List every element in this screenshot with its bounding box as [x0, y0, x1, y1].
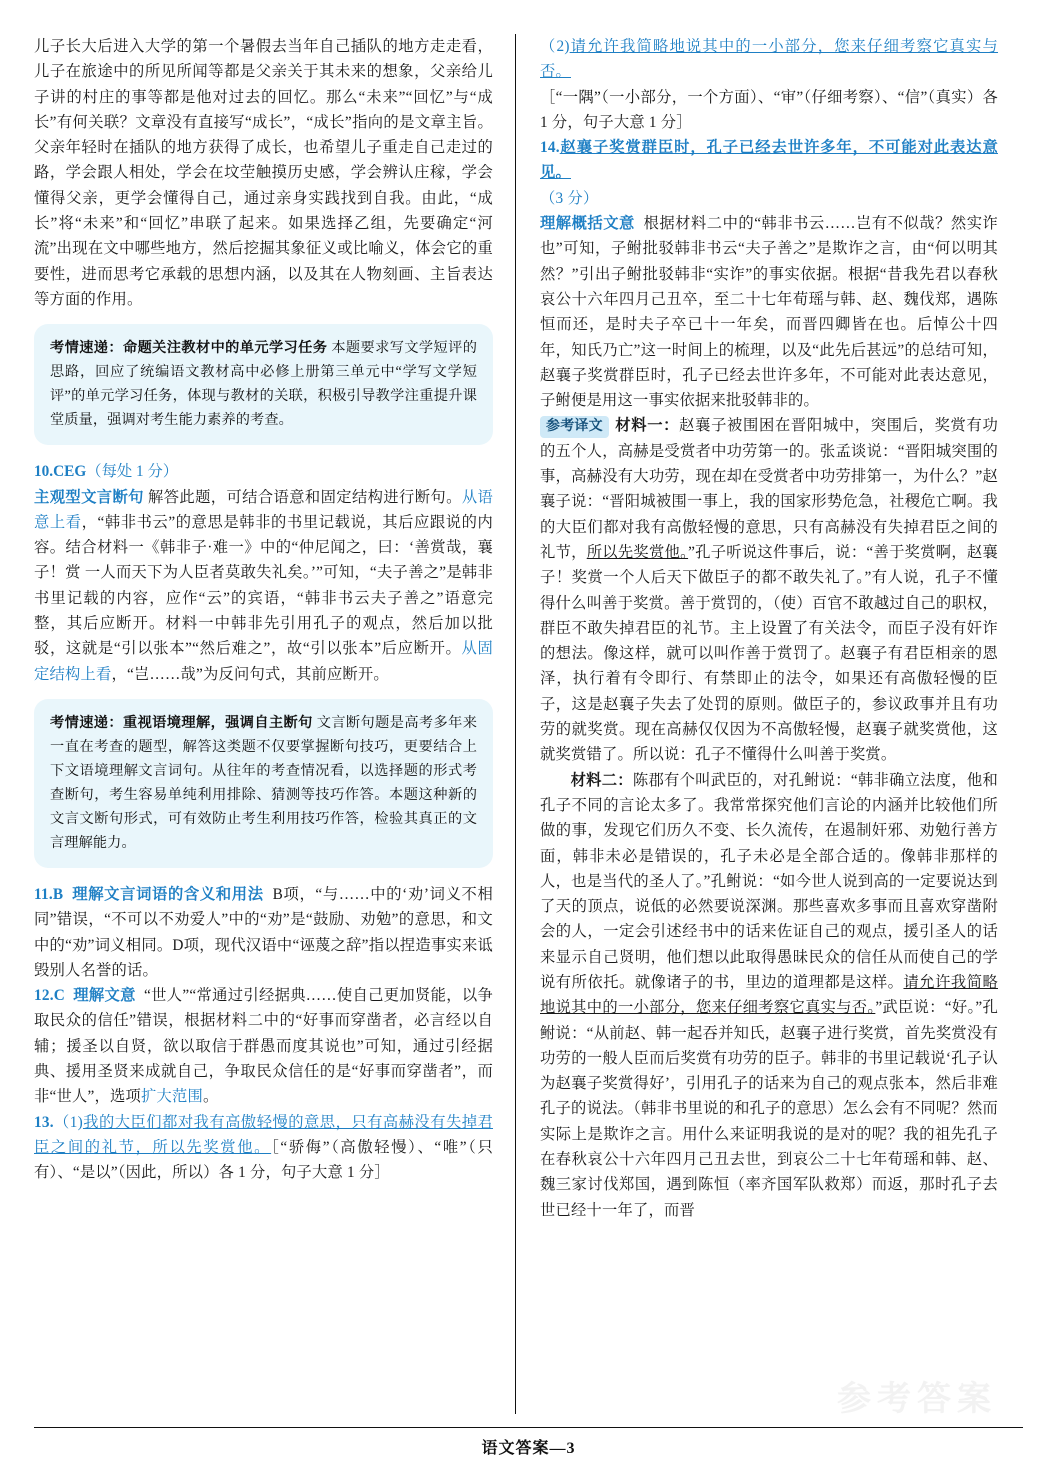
- material-1-text-1: 赵襄子被围困在晋阳城中，突围后，奖赏有功的五个人，高赫是受赏者中功劳第一的。张孟谈说：“晋阳城突围的事，高赫没有大功劳，现在却在受赏者中功劳排第一，为什么？”赵襄子说：“晋阳城被围一事上，我的国家形势危急，社稷危亡啊。我的大臣们都对我有高傲轻慢的意思，只有高赫没有失掉君臣之间的礼节，: [540, 417, 998, 561]
- sub-item-label: （1): [53, 1113, 83, 1131]
- item-number: 12.: [34, 987, 54, 1005]
- answer-item-11: [34, 882, 493, 983]
- right-column: [516, 34, 998, 1414]
- explanation-text-1: 解答此题，可结合语意和固定结构进行断句。: [148, 488, 462, 506]
- left-column: [34, 34, 516, 1414]
- item-score-note: （3 分）: [540, 189, 599, 207]
- item-number: 11.: [34, 885, 53, 903]
- explanation-text-3: ，“岂……哉”为反问句式，其前应断开。: [111, 665, 389, 683]
- knowledge-tag-11: 理解文言词语的含义和用法: [72, 885, 264, 903]
- tip-title: 考情速递：命题关注教材中的单元学习任务: [50, 340, 328, 357]
- material-1-underlined: 所以先奖赏他。: [586, 543, 689, 561]
- tip-body: 文言断句题是高考多年来一直在考查的题型，解答这类题不仅要掌握断句技巧，更要结合上下文语境理解文言词句。从往年的考查情况看，以选择题的形式考查断句，考生容易单纯利用排除、猜测等技巧作答。本题这种新的文言文断句形式，可有效防止考生利用技巧作答，检验其真正的文言理解能力。: [50, 714, 477, 851]
- knowledge-tag-10: 主观型文言断句: [34, 488, 144, 506]
- material-2-text-1: 陈郡有个叫武臣的，对孔鲋说：“韩非确立法度，他和孔子不同的言论太多了。我常常探究他们言论的内涵并比较他们所做的事，发现它们历久不变、长久流传，在遏制奸邪、劝勉行善方面，韩非未必是错误的，孔子未必是全部合适的。像韩非那样的人，也是当代的圣人了。”孔鲋说：“如今世人说到高的一定要说达到了天的顶点，说低的必然要说深渊。那些喜欢多事而且喜欢穿凿附会的人，一定会引述经书中的话来佐证自己的观点，援引圣人的话来显示自己贤明，他们想以此取得愚昧民众的信任从而使自己的学说有所依托。就像诸子的书，里边的道理都是这样。: [540, 771, 998, 991]
- reference-translation-section: [540, 413, 998, 1223]
- answer-item-13-part1: [34, 1110, 493, 1186]
- explanation-link-2: 从固定结构上看: [34, 640, 493, 683]
- scoring-note: ［“骄侮”（高傲轻慢）、“唯”（只有）、“是以”（因此，所以）各 1 分，句子大意 1 分］: [34, 1138, 493, 1182]
- answer-item-13-part2: [540, 34, 998, 135]
- item-answer: C: [53, 987, 65, 1005]
- answer-item-10: [34, 459, 493, 484]
- answer-10-explanation: [34, 485, 493, 687]
- explanation-link-1: 从语意上看: [34, 488, 493, 531]
- item-answer: CEG: [53, 463, 87, 481]
- material-2-text-2: ”武臣说：“好。”孔鲋说：“从前赵、韩一起吞并知氏，赵襄子进行奖赏，首先奖赏没有功劳的一般人臣而后奖赏有功劳的臣子。韩非的书里记载说‘孔子认为赵襄子奖赏得好’，引用孔子的话来为自己的观点张本，然后非难孔子的说法。（韩非书里说的和孔子的意思）怎么会有不同呢？然而实际上是欺诈之言。用什么来证明我说的是对的呢？我的祖先孔子在春秋哀公十六年四月己丑去世，到哀公二十七年荀瑶和韩、赵、魏三家讨伐郑国，遇到陈恒（率齐国军队救郑）而返，那时孔子去世已经十一年了，而晋: [540, 999, 998, 1219]
- knowledge-tag-12: 理解文意: [73, 987, 136, 1005]
- tip-box-exam-trend-2: [34, 699, 493, 868]
- answer-item-12: [34, 983, 493, 1109]
- tip-title: 考情速递：重视语境理解，强调自主断句: [50, 714, 313, 731]
- sub-item-label: （2): [540, 38, 570, 55]
- item-number: 13.: [34, 1113, 54, 1131]
- reference-translation-tag: 参考译文: [540, 416, 609, 438]
- explanation-text-1: “世人”“常通过引经据典……使自己更加贤能，以争取民众的信任”错误，根据材料二中的“好事而穿凿者，必言经以自辅；援圣以自贤，欲以取信于群愚而度其说也”可知，通过引经据典、援用圣贤来成就自己，争取民众信任的是“好事而穿凿者”，而非“世人”，选项: [34, 987, 493, 1106]
- page-watermark: 参考答案: [837, 1381, 997, 1418]
- item-answer: B: [52, 885, 64, 903]
- translation-answer: 我的大臣们都对我有高傲轻慢的意思，只有高赫没有失掉君臣之间的礼节，所以先奖赏他。: [34, 1113, 494, 1156]
- explanation-text: B项，“与……中的‘劝’词义不相同”错误，“不可以不劝爱人”中的“劝”是“鼓励、劝勉”的意思，和文中的“劝”词义相同。D项，现代汉语中“诬蔑之辞”指以捏造事实来诋毁别人名誉的话。: [34, 885, 493, 979]
- item-score-note: （每处 1 分）: [86, 463, 179, 481]
- material-2-label: 材料二：: [570, 771, 633, 789]
- material-1-label: 材料一：: [614, 417, 680, 435]
- tip-box-exam-trend-1: [34, 324, 493, 445]
- item-number: 10.: [34, 463, 54, 481]
- material-1-text-2: ”孔子听说这件事后，说：“善于奖赏啊，赵襄子！奖赏一个人后天下做臣子的都不敢失礼了。”有人说，孔子不懂得什么叫善于奖赏。善于赏罚的，（使）百官不敢越过自己的职权，群臣不敢失掉君臣的礼节。主上设置了有关法令，而臣子没有奸诈的想法。像这样，就可以叫作善于赏罚了。赵襄子有君臣相亲的恩泽，执行着有令即行、有禁即止的法令，如果还有高傲轻慢的臣子，这是赵襄子失去了处罚的原则。做臣子的，参议政事并且有功劳的就奖赏。现在高赫仅仅因为不高傲轻慢，赵襄子就奖赏他，这就奖赏错了。所以说：孔子不懂得什么叫善于奖赏。: [540, 543, 998, 764]
- page-footer: 语文答案—3: [481, 1440, 576, 1457]
- continued-paragraph: 儿子长大后进入大学的第一个暑假去当年自己插队的地方走走看，儿子在旅途中的所见所闻等都是父亲关于其未来的想象，父亲给儿子讲的村庄的事等都是他对过去的回忆。那么“未来”“回忆”与“成长”有何关联？文章没有直接写“成长”，“成长”指向的是文章主旨。父亲年轻时在插队的地方获得了成长，也希望儿子重走自己走过的路，学会跟人相处，学会在坟茔触摸历史感，学会辨认庄稼，学会懂得父亲，更学会懂得自己，通过亲身实践找到自我。由此，“成长”将“未来”和“回忆”串联了起来。如果选择乙组，先要确定“河流”出现在文中哪些地方，然后挖掘其象征义或比喻义，体会它的重要性，进而思考它承载的思想内涵，以及其在人物刻画、主旨表达等方面的作用。: [34, 38, 493, 308]
- answer-14-explanation: [540, 211, 998, 413]
- item-number: 14.: [540, 139, 560, 157]
- footer-divider: [34, 1427, 1023, 1428]
- material-2-underlined: 请允许我简略地说其中的一小部分，您来仔细考察它真实与否。: [540, 973, 998, 1017]
- translation-material-2: [540, 768, 998, 1223]
- explanation-link: 扩大范围: [140, 1088, 203, 1106]
- tip-body: 本题要求写文学短评的思路，回应了统编语文教材高中必修上册第三单元中“学写文学短评”的单元学习任务，体现与教材的关联，积极引导教学注重提升课堂质量，强调对考生能力素养的考查。: [50, 340, 477, 429]
- item-answer: 赵襄子奖赏群臣时，孔子已经去世许多年，不可能对此表达意见。: [540, 139, 998, 182]
- explanation-text-2: ，“韩非书云”的意思是韩非的书里记载说，其后应跟说的内容。结合材料一《韩非子·难一》中的“仲尼闻之，曰：‘善赏哉，襄子！赏 一人而天下为人臣者莫敢失礼矣。’”可知，“夫子善之”是韩非书里记载的内容，应作“云”的宾语，“韩非书云夫子善之”语意完整，其后应断开。材料一中韩非先引用孔子的观点，然后加以批驳，这就是“引以张本”“然后难之”，故“引以张本”后应断开。: [34, 513, 493, 658]
- two-column-layout: [34, 34, 1023, 1414]
- answer-item-14: [540, 135, 998, 211]
- scoring-note: ［“一隅”（一小部分，一个方面）、“审”（仔细考察）、“信”（真实）各 1 分，句子大意 1 分］: [540, 88, 998, 131]
- knowledge-tag-14: 理解概括文意: [540, 215, 635, 233]
- translation-answer: 请允许我简略地说其中的一小部分，您来仔细考察它真实与否。: [540, 38, 999, 81]
- translation-material-1: [540, 413, 998, 767]
- explanation-text-2: 。: [202, 1088, 219, 1106]
- explanation-text: 根据材料二中的“韩非书云……岂有不似哉？然实诈也”可知，子鲋批驳韩非书云“夫子善之”是欺诈之言，由“何以明其然？”引出子鲋批驳韩非“实诈”的事实依据。根据“昔我先君以春秋哀公十六年四月己丑卒，至二十七年荀瑶与韩、赵、魏伐郑，遇陈恒而还，是时夫子卒已十一年矣，而晋四卿皆在也。后悼公十四年，知氏乃亡”这一时间上的梳理，以及“此先后甚远”的总结可知，赵襄子奖赏群臣时，孔子已经去世许多年，不可能对此表达意见，子鲋便是用这一事实依据来批驳韩非的。: [540, 215, 998, 410]
